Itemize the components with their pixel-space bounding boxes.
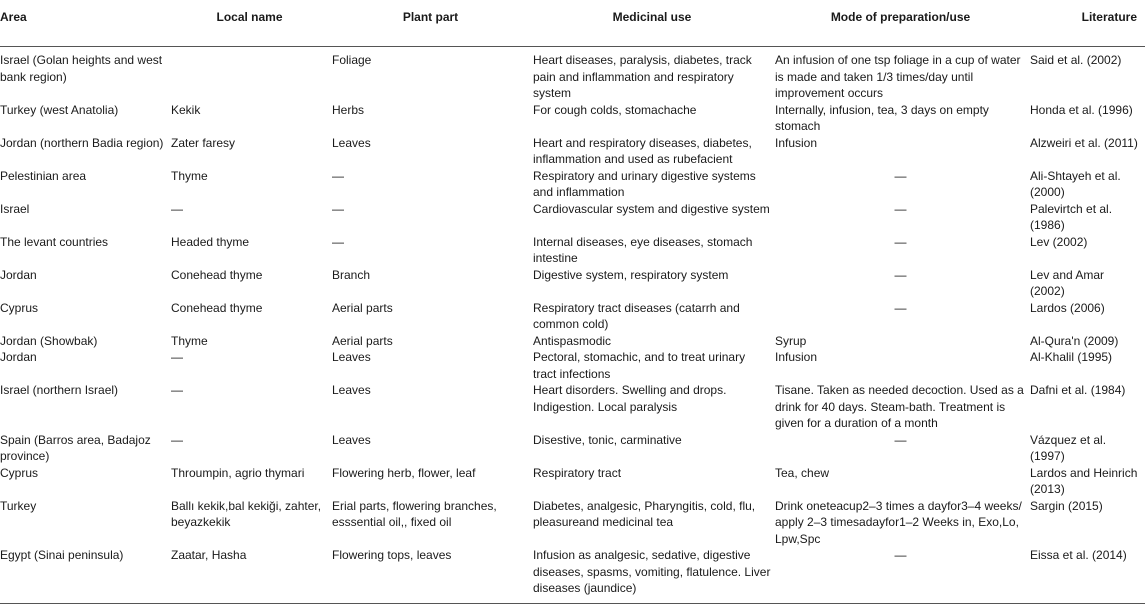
cell-literature: Lev and Amar (2002) xyxy=(1030,267,1105,298)
cell-mode: — xyxy=(894,267,907,282)
cell-medicinal-use: Internal diseases, eye diseases, stomach intestine xyxy=(533,234,753,265)
cell-area: Cyprus xyxy=(0,300,39,315)
cell-area: Jordan (northern Badia region) xyxy=(0,135,164,150)
cell-literature: Dafni et al. (1984) xyxy=(1030,383,1126,397)
table-row xyxy=(0,47,1145,102)
cell-plant-part: Aerial parts xyxy=(332,333,393,348)
cell-mode: Syrup xyxy=(775,333,807,348)
cell-plant-part: Flowering herb, flower, leaf xyxy=(332,465,476,480)
cell-plant-part: Leaves xyxy=(332,383,371,397)
cell-medicinal-use: Heart disorders. Swelling and drops. Indigestion. Local paralysis xyxy=(533,383,727,414)
cell-medicinal-use: For cough colds, stomachache xyxy=(533,102,697,117)
table-row xyxy=(0,498,1145,548)
cell-plant-part: Erial parts, flowering branches, esssential oil,, fixed oil xyxy=(332,498,497,529)
cell-medicinal-use: Heart and respiratory diseases, diabetes, inflammation and used as rubefacient xyxy=(533,135,752,166)
cell-literature: Said et al. (2002) xyxy=(1030,53,1122,67)
cell-mode: Tea, chew xyxy=(775,465,830,480)
table-row xyxy=(0,201,1145,234)
cell-literature: Lardos (2006) xyxy=(1030,300,1105,315)
cell-local-name: — xyxy=(171,350,183,364)
table-row xyxy=(0,333,1145,350)
cell-local-name: Conehead thyme xyxy=(171,267,263,282)
cell-literature: Ali-Shtayeh et al. (2000) xyxy=(1030,168,1121,199)
cell-area: Israel (northern Israel) xyxy=(0,383,119,397)
table-row xyxy=(0,300,1145,333)
cell-local-name: — xyxy=(171,432,183,447)
header-mode: Mode of preparation/use xyxy=(775,0,1030,47)
cell-area: Israel (Golan heights and west bank region) xyxy=(0,53,163,84)
cell-literature: Lev (2002) xyxy=(1030,234,1088,249)
cell-area: Jordan xyxy=(0,350,37,364)
cell-plant-part: Leaves xyxy=(332,350,371,364)
cell-literature: Lardos and Heinrich (2013) xyxy=(1030,465,1138,496)
cell-mode: — xyxy=(894,432,907,447)
table-row xyxy=(0,135,1145,168)
cell-literature: Al-Khalil (1995) xyxy=(1030,350,1113,364)
table-row xyxy=(0,465,1145,498)
cell-area: The levant countries xyxy=(0,234,109,249)
cell-plant-part: Foliage xyxy=(332,53,372,67)
cell-local-name: Conehead thyme xyxy=(171,300,263,315)
cell-medicinal-use: Pectoral, stomachic, and to treat urinary tract infections xyxy=(533,350,746,381)
cell-plant-part: Leaves xyxy=(332,432,371,447)
table-row xyxy=(0,168,1145,201)
table-row xyxy=(0,349,1145,382)
cell-medicinal-use: Antispasmodic xyxy=(533,333,612,348)
cell-plant-part: — xyxy=(332,234,344,249)
cell-area: Egypt (Sinai peninsula) xyxy=(0,547,171,603)
cell-literature: Eissa et al. (2014) xyxy=(1030,547,1145,603)
cell-local-name: — xyxy=(171,201,183,216)
cell-medicinal-use: Heart diseases, paralysis, diabetes, track pain and inflammation and respiratory system xyxy=(533,53,752,100)
cell-local-name: Throumpin, agrio thymari xyxy=(171,465,305,480)
cell-mode: — xyxy=(775,547,1030,603)
cell-mode: Infusion xyxy=(775,135,818,150)
cell-literature: Palevirtch et al. (1986) xyxy=(1030,201,1113,232)
table-row xyxy=(0,234,1145,267)
header-row xyxy=(0,0,1145,47)
cell-medicinal-use: Infusion as analgesic, sedative, digestive diseases, spasms, vomiting, flatulence. Liver diseases (jaundice) xyxy=(533,547,775,603)
cell-literature: Honda et al. (1996) xyxy=(1030,102,1133,117)
cell-plant-part: Leaves xyxy=(332,135,371,150)
cell-local-name: Headed thyme xyxy=(171,234,250,249)
cell-literature: Alzweiri et al. (2011) xyxy=(1030,135,1138,150)
cell-medicinal-use: Respiratory and urinary digestive systems and inflammation xyxy=(533,168,756,199)
table-row xyxy=(0,547,1145,603)
cell-area: Israel xyxy=(0,201,30,216)
cell-mode: — xyxy=(894,168,907,183)
table-row xyxy=(0,432,1145,465)
cell-medicinal-use: Diabetes, analgesic, Pharyngitis, cold, flu, pleasureand medicinal tea xyxy=(533,498,756,529)
cell-local-name: Thyme xyxy=(171,333,208,348)
table-row xyxy=(0,102,1145,135)
cell-plant-part: — xyxy=(332,201,344,216)
header-literature: Literature xyxy=(1030,0,1145,47)
cell-area: Turkey xyxy=(0,498,37,513)
header-local-name: Local name xyxy=(171,0,332,47)
cell-plant-part: Flowering tops, leaves xyxy=(332,547,533,603)
cell-medicinal-use: Disestive, tonic, carminative xyxy=(533,432,682,447)
cell-plant-part: — xyxy=(332,168,344,183)
cell-area: Cyprus xyxy=(0,465,39,480)
cell-mode: Internally, infusion, tea, 3 days on empty stomach xyxy=(775,102,989,133)
cell-plant-part: Herbs xyxy=(332,102,365,117)
cell-area: Spain (Barros area, Badajoz province) xyxy=(0,432,151,463)
cell-area: Turkey (west Anatolia) xyxy=(0,102,119,117)
cell-area: Jordan xyxy=(0,267,37,282)
cell-medicinal-use: Digestive system, respiratory system xyxy=(533,267,729,282)
header-plant-part: Plant part xyxy=(332,0,533,47)
cell-mode: Tisane. Taken as needed decoction. Used as a drink for 40 days. Steam-bath. Treatment is given for a duration of a month xyxy=(775,383,1024,430)
cell-local-name: Ballı kekik,bal kekiği, zahter, beyazkekik xyxy=(171,498,322,529)
cell-plant-part: Aerial parts xyxy=(332,300,393,315)
cell-mode: Drink oneteacup2–3 times a dayfor3–4 weeks/ apply 2–3 timesadayfor1–2 Weeks in, Exo,Lo, Lpw,Spc xyxy=(775,498,1022,546)
cell-mode: — xyxy=(894,300,907,315)
cell-local-name: Zater faresy xyxy=(171,135,236,150)
cell-area: Jordan (Showbak) xyxy=(0,333,98,348)
cell-medicinal-use: Respiratory tract diseases (catarrh and common cold) xyxy=(533,300,740,331)
cell-literature: Sargin (2015) xyxy=(1030,498,1103,513)
cell-mode: — xyxy=(894,201,907,216)
cell-local-name xyxy=(171,47,332,102)
cell-literature: Vázquez et al. (1997) xyxy=(1030,432,1107,463)
table-row xyxy=(0,267,1145,300)
cell-mode: Infusion xyxy=(775,350,818,364)
cell-local-name: Kekik xyxy=(171,102,201,117)
cell-local-name: Zaatar, Hasha xyxy=(171,547,332,603)
cell-literature: Al-Qura'n (2009) xyxy=(1030,333,1119,348)
cell-local-name: — xyxy=(171,383,183,397)
header-medicinal-use: Medicinal use xyxy=(533,0,775,47)
cell-plant-part: Branch xyxy=(332,267,371,282)
cell-mode: An infusion of one tsp foliage in a cup of water is made and taken 1/3 times/day until improvement occurs xyxy=(775,53,1021,100)
cell-medicinal-use: Respiratory tract xyxy=(533,465,622,480)
cell-medicinal-use: Cardiovascular system and digestive system xyxy=(533,201,770,216)
cell-local-name: Thyme xyxy=(171,168,208,183)
table-row xyxy=(0,382,1145,432)
header-area: Area xyxy=(0,0,171,47)
cell-mode: — xyxy=(894,234,907,249)
cell-area: Pelestinian area xyxy=(0,168,87,183)
